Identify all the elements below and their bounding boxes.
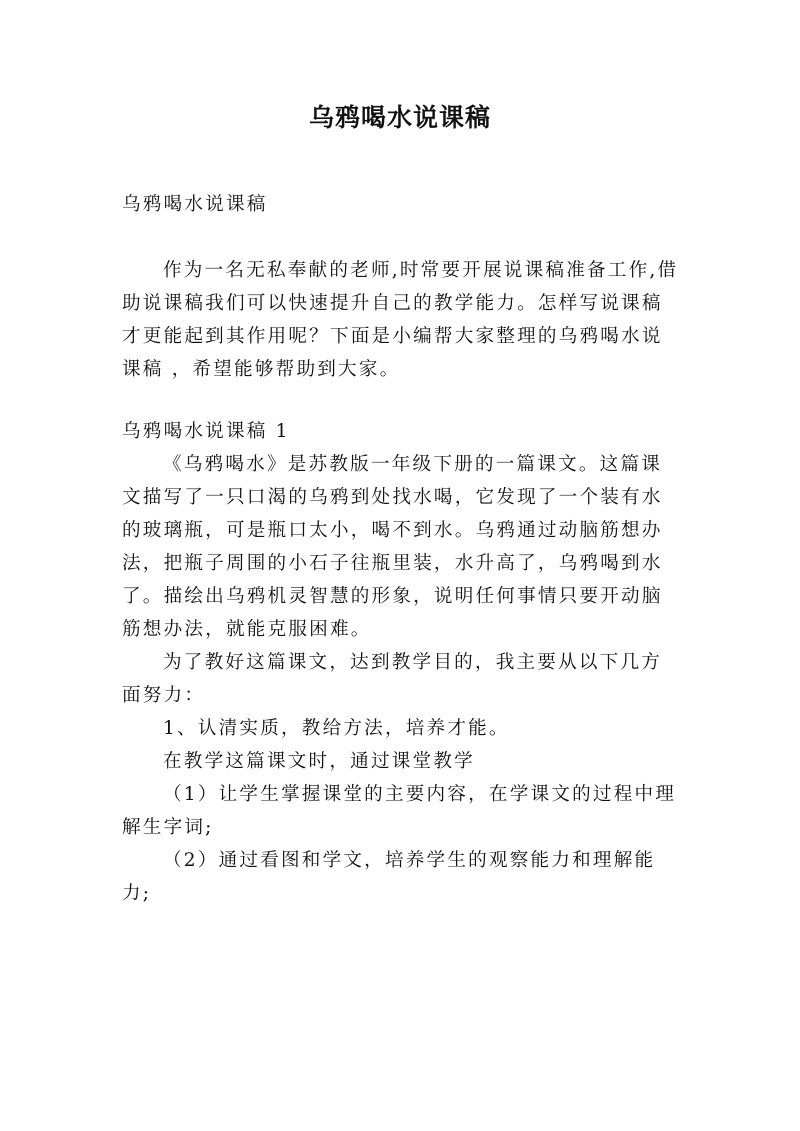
body-paragraph: 《乌鸦喝水》是苏教版一年级下册的一篇课文。这篇课文描写了一只口渴的乌鸦到处找水喝，它发现了一个装有水的玻璃瓶，可是瓶口太小，喝不到水。乌鸦通过动脑筋想办法，把瓶子周围的小石子往瓶里装，水升高了，乌鸦喝到水了。描绘出乌鸦机灵智慧的形象，说明任何事情只要开动脑筋想办法，就能克服困难。 xyxy=(122,454,663,640)
section-heading: 乌鸦喝水说课稿 1 xyxy=(122,421,290,442)
document-body xyxy=(122,188,682,910)
body-paragraph: （1）让学生掌握课堂的主要内容，在学课文的过程中理解生字词; xyxy=(122,784,677,838)
document-title: 乌鸦喝水说课稿 xyxy=(308,103,491,132)
intro-paragraph: 作为一名无私奉献的老师,时常要开展说课稿准备工作,借助说课稿我们可以快速提升自己的教学能力。怎样写说课稿才更能起到其作用呢？下面是小编帮大家整理的乌鸦喝水说课稿 ，希望能够帮助到大家。 xyxy=(122,260,679,380)
body-paragraph: 为了教好这篇课文，达到教学目的，我主要从以下几方面努力： xyxy=(122,652,663,706)
body-paragraph: （2）通过看图和学文，培养学生的观察能力和理解能力; xyxy=(122,850,656,904)
body-paragraph: 在教学这篇课文时，通过课堂教学 xyxy=(163,751,475,772)
section-heading: 乌鸦喝水说课稿 xyxy=(122,194,268,215)
body-paragraph: 1、认清实质，教给方法，培养才能。 xyxy=(163,718,510,739)
